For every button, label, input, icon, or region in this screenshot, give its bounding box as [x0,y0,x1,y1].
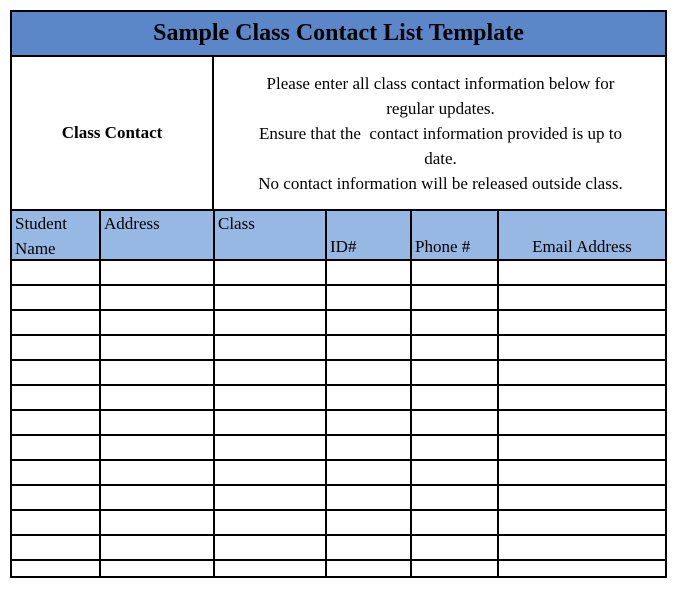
table-cell[interactable] [101,261,215,284]
table-cell[interactable] [499,361,665,384]
table-cell[interactable] [327,561,412,577]
table-cell[interactable] [499,261,665,284]
column-header-line: Address [104,214,160,233]
table-cell[interactable] [215,261,327,284]
table-cell[interactable] [499,336,665,359]
column-header-student-name [12,211,101,259]
table-cell[interactable] [101,486,215,509]
table-cell[interactable] [327,461,412,484]
table-cell[interactable] [327,536,412,559]
table-cell[interactable] [499,486,665,509]
instruction-line: date. [424,149,457,168]
table-row [12,486,665,511]
table-row [12,561,665,577]
table-cell[interactable] [412,286,499,309]
table-row [12,336,665,361]
table-cell[interactable] [327,361,412,384]
instruction-line: Ensure that the contact information provided is up to [258,124,623,143]
table-cell[interactable] [101,336,215,359]
table-cell[interactable] [101,536,215,559]
table-row [12,311,665,336]
instruction-line: Please enter all class contact information below for [266,74,615,93]
table-cell[interactable] [12,261,101,284]
table-row [12,511,665,536]
table-cell[interactable] [12,286,101,309]
column-header-class [215,211,327,259]
column-header-id [327,211,412,259]
table-cell[interactable] [215,461,327,484]
table-cell[interactable] [412,311,499,334]
column-header-email [499,211,665,259]
table-cell[interactable] [101,286,215,309]
class-contact-text: Class Contact [61,123,163,142]
table-header-row [12,211,665,261]
column-header-line: ID# [330,237,357,256]
table-cell[interactable] [101,461,215,484]
table-cell[interactable] [327,486,412,509]
table-cell[interactable] [327,411,412,434]
table-cell[interactable] [327,511,412,534]
table-cell[interactable] [101,436,215,459]
contact-table-body [12,261,665,576]
title-bar [12,12,665,57]
table-cell[interactable] [499,411,665,434]
column-header-address [101,211,215,259]
table-cell[interactable] [499,461,665,484]
table-cell[interactable] [12,511,101,534]
table-cell[interactable] [412,261,499,284]
table-cell[interactable] [101,361,215,384]
contact-list-sheet [10,10,667,578]
table-cell[interactable] [101,311,215,334]
table-cell[interactable] [412,486,499,509]
table-cell[interactable] [412,361,499,384]
table-cell[interactable] [499,536,665,559]
column-header-line: Student [15,214,67,233]
table-cell[interactable] [12,561,101,577]
table-cell[interactable] [215,336,327,359]
column-header-line: Class [218,214,255,233]
table-cell[interactable] [499,511,665,534]
column-header-phone [412,211,499,259]
table-row [12,436,665,461]
instruction-line: No contact information will be released outside class. [258,174,623,193]
table-cell[interactable] [12,461,101,484]
table-cell[interactable] [327,261,412,284]
table-cell[interactable] [327,286,412,309]
table-cell[interactable] [327,436,412,459]
table-cell[interactable] [412,511,499,534]
class-contact-label [12,57,214,209]
table-cell[interactable] [12,536,101,559]
table-cell[interactable] [12,436,101,459]
table-cell[interactable] [412,536,499,559]
table-cell[interactable] [12,311,101,334]
table-cell[interactable] [12,486,101,509]
page-title: Sample Class Contact List Template [153,20,524,46]
table-cell[interactable] [101,411,215,434]
table-cell[interactable] [215,311,327,334]
table-row [12,411,665,436]
table-cell[interactable] [101,511,215,534]
table-row [12,261,665,286]
table-cell[interactable] [499,311,665,334]
table-cell[interactable] [101,561,215,577]
table-cell[interactable] [12,386,101,409]
table-cell[interactable] [412,336,499,359]
table-cell[interactable] [215,411,327,434]
table-cell[interactable] [215,511,327,534]
table-cell[interactable] [412,436,499,459]
table-row [12,286,665,311]
instruction-line: regular updates. [386,99,495,118]
table-cell[interactable] [215,536,327,559]
table-cell[interactable] [215,486,327,509]
table-cell[interactable] [215,286,327,309]
info-row [12,57,665,211]
table-cell[interactable] [12,361,101,384]
column-header-line: Email Address [532,237,632,256]
table-cell[interactable] [412,561,499,577]
column-header-line: Phone # [415,237,471,256]
table-cell[interactable] [327,311,412,334]
table-row [12,461,665,486]
table-cell[interactable] [215,561,327,577]
table-cell[interactable] [12,336,101,359]
table-cell[interactable] [499,436,665,459]
table-cell[interactable] [12,411,101,434]
table-cell[interactable] [327,386,412,409]
table-row [12,386,665,411]
table-cell[interactable] [215,361,327,384]
table-cell[interactable] [499,286,665,309]
instructions [216,71,665,196]
table-row [12,361,665,386]
table-cell[interactable] [215,436,327,459]
table-cell[interactable] [412,386,499,409]
table-cell[interactable] [499,561,665,577]
table-row [12,536,665,561]
column-header-line: Name [15,239,56,258]
table-cell[interactable] [215,386,327,409]
table-cell[interactable] [499,386,665,409]
table-cell[interactable] [412,461,499,484]
table-cell[interactable] [412,411,499,434]
table-cell[interactable] [101,386,215,409]
table-cell[interactable] [327,336,412,359]
